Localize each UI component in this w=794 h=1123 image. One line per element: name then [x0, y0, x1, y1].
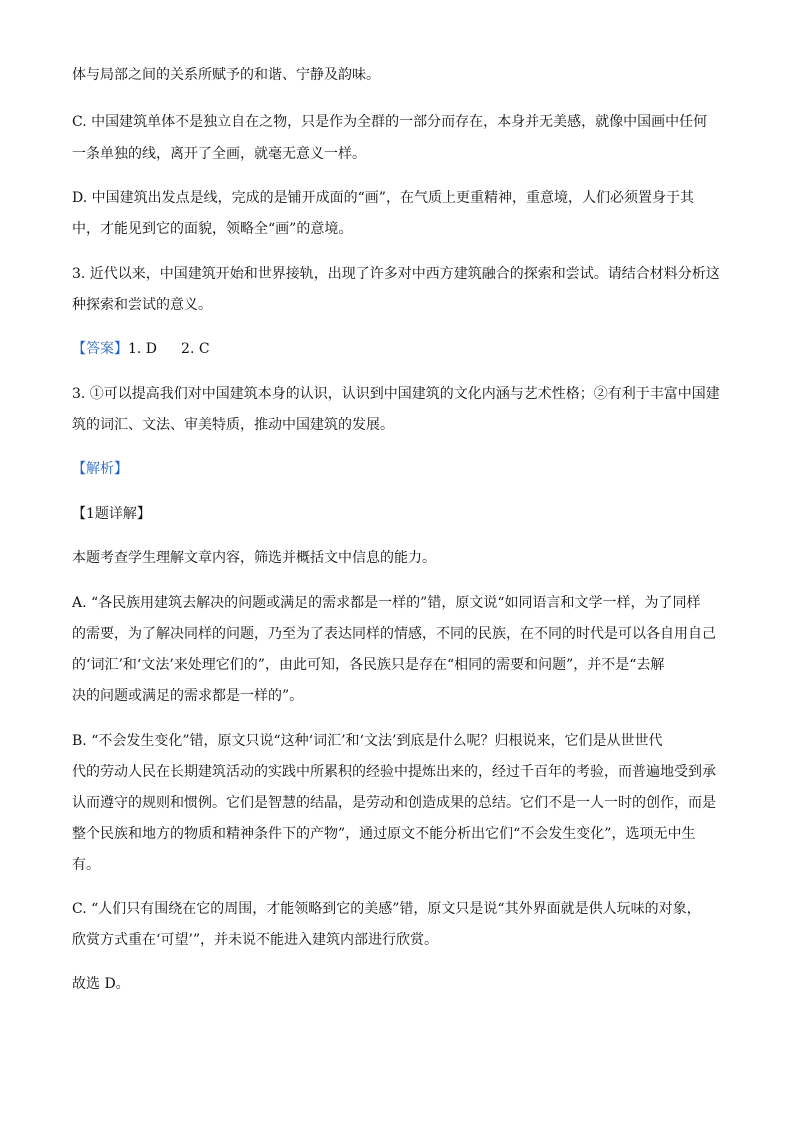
option-c-line-1: C. 中国建筑单体不是独立自在之物，只是作为全群的一部分而存在，本身并无美感，就像中国画中任何 [72, 114, 708, 130]
detail-heading: 【1题详解】 [72, 506, 151, 522]
analysis-c-line-2: 欣赏方式重在‘可望’”，并未说不能进入建筑内部进行欣赏。 [72, 932, 439, 948]
answer-line [72, 340, 732, 358]
analysis-b-line-1: B. “不会发生变化”错，原文只说“这种‘词汇’和‘文法’到底是什么呢？归根说来，它们是从世世代 [72, 733, 663, 749]
question-3-line-1: 3. 近代以来，中国建筑开始和世界接轨，出现了许多对中西方建筑融合的探索和尝试。请结合材料分析这 [72, 266, 720, 282]
answer-label: 【答案】 [72, 341, 128, 357]
analysis-b-line-5: 有。 [72, 857, 100, 873]
text-line: 体与局部之间的关系所赋予的和谐、宁静及韵味。 [72, 67, 380, 83]
analysis-b-line-2: 代的劳动人民在长期建筑活动的实践中所累积的经验中提炼出来的，经过千百年的考验，而普遍地受到承 [72, 764, 716, 780]
answer-3-line-2: 筑的词汇、文法、审美特质，推动中国建筑的发展。 [72, 417, 394, 433]
answer-3-line-1: 3. ①可以提高我们对中国建筑本身的认识，认识到中国建筑的文化内涵与艺术性格；②有利于丰富中国建 [72, 386, 720, 402]
answer-item-2: 2. C [181, 341, 210, 357]
analysis-b-line-4: 整个民族和地方的物质和精神条件下的产物”，通过原文不能分析出它们“不会发生变化”，选项无中生 [72, 826, 696, 842]
analysis-label: 【解析】 [72, 461, 128, 477]
answer-item-1: 1. D [128, 341, 158, 357]
analysis-b-line-3: 认而遵守的规则和惯例。它们是智慧的结晶，是劳动和创造成果的总结。它们不是一人一时的创作，而是 [72, 795, 716, 811]
option-c-line-2: 一条单独的线，离开了全画，就毫无意义一样。 [72, 146, 366, 162]
question-3-line-2: 种探索和尝试的意义。 [72, 297, 212, 313]
conclusion-line: 故选 D。 [72, 976, 130, 992]
analysis-a-line-4: 决的问题或满足的需求都是一样的”。 [72, 688, 304, 704]
option-d-line-2: 中，才能见到它的面貌，领略全“画”的意境。 [72, 221, 353, 237]
analysis-a-line-2: 的需要，为了解决同样的问题，乃至为了表达同样的情感，不同的民族，在不同的时代是可以各自用自己 [72, 626, 716, 642]
option-d-line-1: D. 中国建筑出发点是线，完成的是铺开成面的“画”，在气质上更重精神，重意境，人们必须置身于其 [72, 190, 694, 206]
analysis-a-line-3: 的‘词汇’和‘文法’来处理它们的”，由此可知，各民族只是存在“相同的需要和问题”，并不是“去解 [72, 657, 665, 673]
analysis-c-line-1: C. “人们只有围绕在它的周围，才能领略到它的美感”错，原文只是说“其外界面就是供人玩味的对象， [72, 901, 701, 917]
analysis-a-line-1: A. “各民族用建筑去解决的问题或满足的需求都是一样的”错，原文说“如同语言和文学一样，为了同样 [72, 595, 701, 611]
analysis-intro: 本题考查学生理解文章内容，筛选并概括文中信息的能力。 [72, 550, 436, 566]
